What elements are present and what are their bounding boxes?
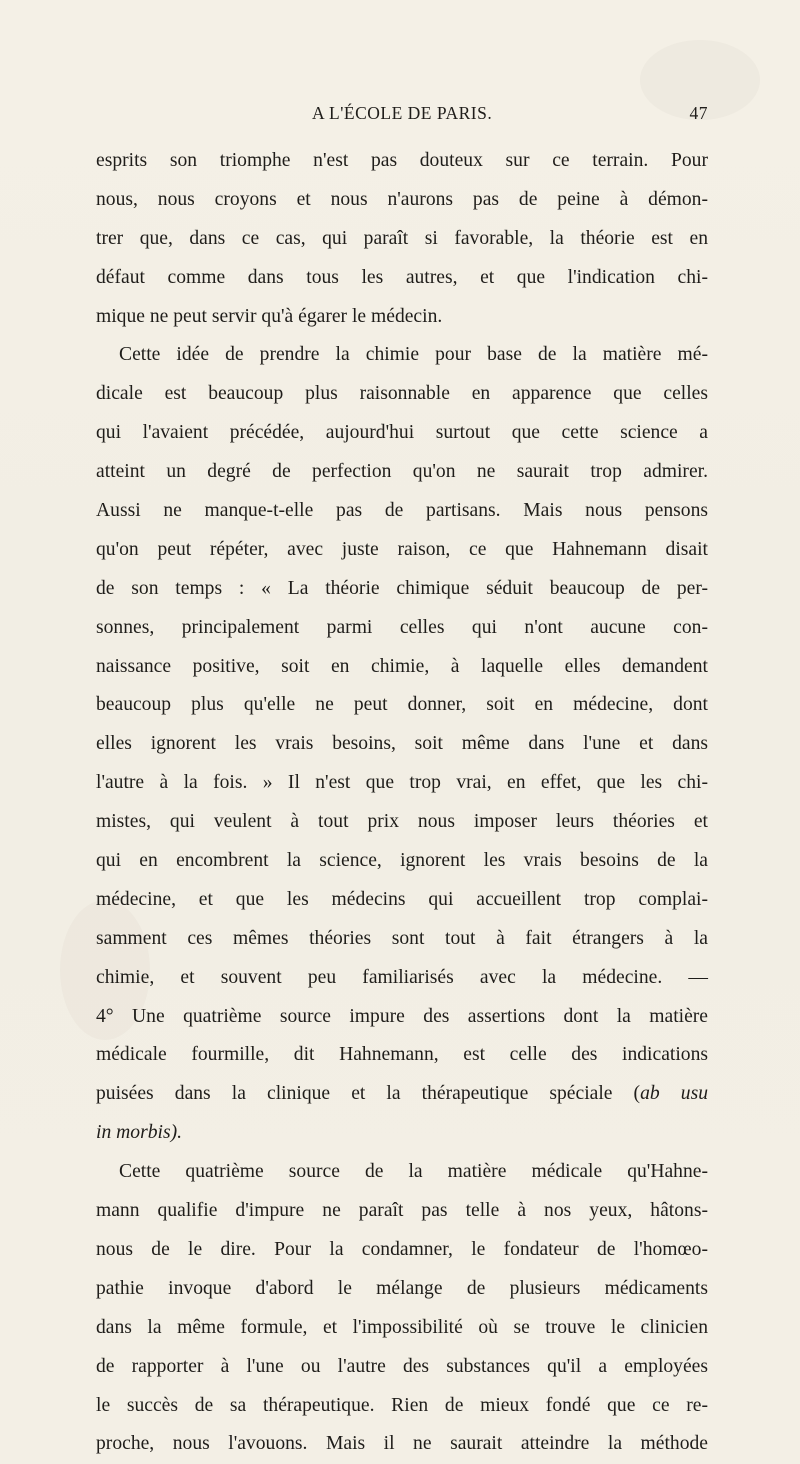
text-line: in morbis). — [96, 1122, 183, 1144]
text-line: qu'on peut répéter, avec juste raison, ce que Hahnemann disait — [96, 538, 708, 560]
text-line: défaut comme dans tous les autres, et que l'indication chi- — [96, 266, 708, 288]
text-line: mann qualifie d'impure ne paraît pas telle à nos yeux, hâtons- — [96, 1200, 708, 1222]
text-line: trer que, dans ce cas, qui paraît si favorable, la théorie est en — [96, 227, 708, 249]
text-line: 4° Une quatrième source impure des assertions dont la matière — [96, 1005, 708, 1027]
text-line: qui en encombrent la science, ignorent les vrais besoins de la — [96, 850, 708, 872]
text-line: Cette quatrième source de la matière médicale qu'Hahne- — [119, 1161, 708, 1183]
text-line: samment ces mêmes théories sont tout à fait étrangers à la — [96, 927, 708, 949]
page-header — [96, 103, 708, 129]
text-span: puisées dans la clinique et la thérapeutique spéciale ( — [96, 1083, 641, 1105]
running-title: A L'ÉCOLE DE PARIS. — [312, 103, 493, 123]
text-line: proche, nous l'avouons. Mais il ne saurait atteindre la méthode — [96, 1433, 708, 1455]
text-line: dicale est beaucoup plus raisonnable en apparence que celles — [96, 383, 708, 405]
text-line: l'autre à la fois. » Il n'est que trop vrai, en effet, que les chi- — [96, 772, 708, 794]
text-line: dans la même formule, et l'impossibilité où se trouve le clinicien — [96, 1316, 708, 1338]
text-line: mique ne peut servir qu'à égarer le médecin. — [96, 305, 443, 327]
text-line: Aussi ne manque-t-elle pas de partisans. Mais nous pensons — [96, 500, 708, 522]
text-line: médecine, et que les médecins qui accueillent trop complai- — [96, 888, 708, 910]
text-line: naissance positive, soit en chimie, à laquelle elles demandent — [96, 655, 708, 677]
text-line: elles ignorent les vrais besoins, soit même dans l'une et dans — [96, 733, 708, 755]
body-text — [96, 142, 708, 1464]
text-line: de son temps : « La théorie chimique séduit beaucoup de per- — [96, 577, 708, 599]
text-line: esprits son triomphe n'est pas douteux sur ce terrain. Pour — [96, 150, 708, 171]
text-line: de rapporter à l'une ou l'autre des substances qu'il a employées — [96, 1355, 708, 1377]
text-line-with-italic — [96, 1075, 708, 1114]
text-line: le succès de sa thérapeutique. Rien de mieux fondé que ce re- — [96, 1394, 708, 1416]
page-number: 47 — [689, 103, 708, 123]
italic-phrase: ab usu — [640, 1083, 708, 1105]
text-line: chimie, et souvent peu familiarisés avec la médecine. — — [96, 966, 708, 988]
text-line: atteint un degré de perfection qu'on ne saurait trop admirer. — [96, 461, 708, 483]
text-line: nous de le dire. Pour la condamner, le fondateur de l'homœo- — [96, 1238, 708, 1260]
text-line: sonnes, principalement parmi celles qui n'ont aucune con- — [96, 616, 708, 638]
text-line: pathie invoque d'abord le mélange de plusieurs médicaments — [96, 1277, 708, 1299]
text-line: médicale fourmille, dit Hahnemann, est celle des indications — [96, 1044, 708, 1066]
text-line: beaucoup plus qu'elle ne peut donner, soit en médecine, dont — [96, 694, 708, 716]
text-line: Cette idée de prendre la chimie pour base de la matière mé- — [119, 344, 708, 366]
text-line: mistes, qui veulent à tout prix nous imposer leurs théories et — [96, 811, 708, 833]
text-line: qui l'avaient précédée, aujourd'hui surtout que cette science a — [96, 422, 708, 444]
text-line: nous, nous croyons et nous n'aurons pas de peine à démon- — [96, 188, 708, 210]
